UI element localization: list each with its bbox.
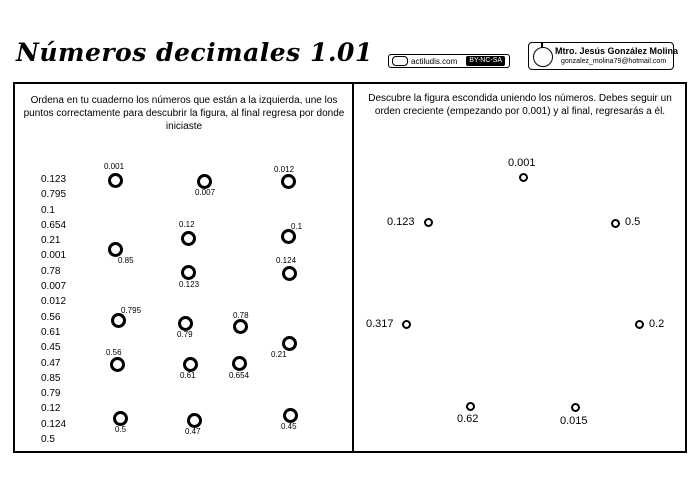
list-item: 0.001 (41, 250, 67, 262)
list-item: 0.795 (41, 189, 67, 201)
list-item: 0.012 (41, 296, 67, 308)
site-name: actiludis.com (411, 56, 458, 66)
page-title: Números decimales 1.01 (16, 38, 373, 67)
list-item: 0.123 (41, 174, 67, 185)
point-label: 0.78 (233, 311, 249, 320)
point-label: 0.5 (625, 216, 641, 228)
mouse-icon (392, 56, 408, 66)
list-item: 0.12 (41, 403, 61, 415)
right-panel (352, 82, 687, 453)
dot-point (571, 403, 580, 412)
point-label: 0.123 (179, 280, 200, 289)
dot-point (466, 402, 475, 411)
point-label: 0.21 (271, 350, 287, 359)
dot-point (113, 411, 128, 426)
dot-point (181, 265, 196, 280)
point-label: 0.56 (106, 348, 122, 357)
dot-point (187, 413, 202, 428)
right-instructions: Descubre la figura escondida uniendo los números. Debes seguir un orden creciente (empezando por 0.001) y al final, regresarás a él. (368, 93, 672, 117)
dot-point (232, 356, 247, 371)
dot-point (281, 174, 296, 189)
list-item: 0.61 (41, 326, 61, 338)
list-item: 0.007 (41, 281, 67, 293)
list-item: 0.654 (41, 219, 67, 231)
dot-point (635, 320, 644, 329)
list-item: 0.78 (41, 265, 61, 277)
dot-point (108, 242, 123, 257)
point-label: 0.795 (121, 306, 142, 315)
point-label: 0.85 (118, 256, 134, 265)
left-instructions: Ordena en tu cuaderno los números que están a la izquierda, une los puntos correctamente para descubrir la figura, al final regresa por donde iniciaste (23, 95, 345, 132)
list-item: 0.1 (41, 204, 55, 216)
dot-point (281, 229, 296, 244)
point-label: 0.12 (179, 220, 195, 229)
dot-point (282, 336, 297, 351)
dot-point (197, 174, 212, 189)
dot-point (111, 313, 126, 328)
dot-point (283, 408, 298, 423)
license-badge: BY-NC-SA (466, 56, 505, 66)
point-label: 0.654 (229, 371, 250, 380)
dot-point (402, 320, 411, 329)
list-item: 0.124 (41, 418, 67, 430)
point-label: 0.001 (104, 162, 125, 171)
dot-point (233, 319, 248, 334)
point-label: 0.79 (177, 330, 193, 339)
point-label: 0.45 (281, 422, 297, 431)
author-email: gonzalez_molina79@hotmail.com (561, 58, 667, 65)
point-label: 0.001 (508, 157, 536, 169)
dot-point (519, 173, 528, 182)
dot-point (424, 218, 433, 227)
point-label: 0.317 (366, 318, 394, 330)
dot-point (183, 357, 198, 372)
number-list (41, 172, 66, 447)
point-label: 0.2 (649, 318, 665, 330)
point-label: 0.012 (274, 165, 295, 174)
point-label: 0.47 (185, 427, 201, 436)
point-label: 0.5 (115, 425, 127, 434)
point-label: 0.61 (180, 371, 196, 380)
author-box (528, 42, 679, 70)
point-label: 0.62 (457, 413, 479, 425)
point-label: 0.015 (560, 415, 588, 427)
point-label: 0.124 (276, 256, 297, 265)
point-label: 0.1 (291, 222, 303, 231)
list-item: 0.21 (41, 235, 61, 247)
dot-point (282, 266, 297, 281)
dot-point (611, 219, 620, 228)
site-badge (388, 54, 510, 68)
author-name: Mtro. Jesús González Molina (555, 46, 679, 56)
list-item: 0.56 (41, 311, 61, 323)
dot-point (178, 316, 193, 331)
dot-point (108, 173, 123, 188)
list-item: 0.79 (41, 388, 61, 400)
list-item: 0.85 (41, 372, 61, 384)
dot-point (110, 357, 125, 372)
list-item: 0.45 (41, 342, 61, 354)
dot-point (181, 231, 196, 246)
point-label: 0.123 (387, 216, 415, 228)
point-label: 0.007 (195, 188, 216, 197)
list-item: 0.5 (41, 434, 55, 446)
apple-icon (533, 47, 553, 67)
list-item: 0.47 (41, 357, 61, 369)
